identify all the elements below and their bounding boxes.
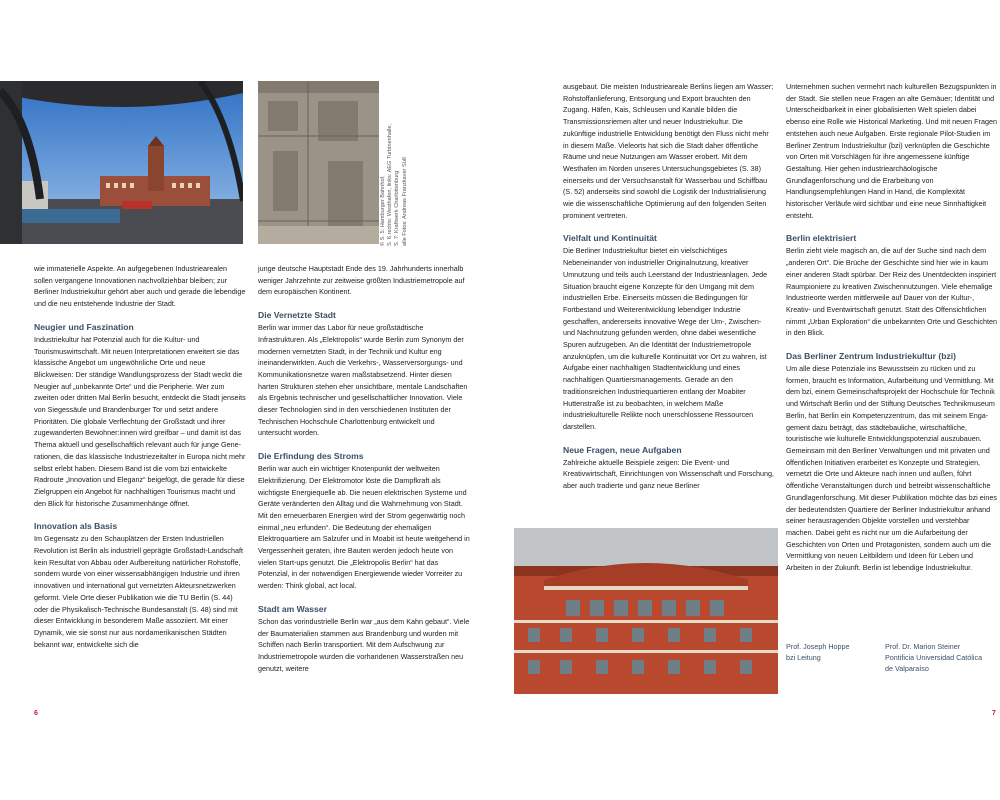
text-column-2 [258,263,470,674]
paragraph: Die Berliner Industriekultur bietet ein vielschichtiges Nebeneinander von industrieller Originalnutzung, kreativer Umnutzung und teils auch Leerstand der Industrieanlagen. Jede Situation braucht eigene Konzepte für den Umgang mit dem industriellen Erbe. Einerseits müssen die Bedingungen für Fortbestand und Weiterentwicklung lebendiger Industrie geschaffen, andererseits innovative Wege der Um-, Zwischen- und Nachnutzung gefunden werden, ohne dabei wesentliche Spuren aufzugeben. An die Identität der Industriemetropole anzuknüpfen, um die kulturelle Kontinuität vor Ort zu wahren, ist Aufgabe einer nachhaltigen Stadtentwicklung und eines nachhaltigen Quartiersmanagements. Gerade an den traditionsreichen Industriequartieren entlang der Moabiter Huttenstraße ist zu beobachten, in welchem Maße industriekulturelle Relikte noch unerschlossene Ressourcen darstellen. [563,246,768,431]
paragraph: Zahlreiche aktuelle Beispiele zeigen: Die Event- und Kreativwirtschaft, Einrichtungen von Wissenschaft und Forschung, aber auch tradierte und ganz neue Berliner [563,457,774,491]
paragraph: wie immaterielle Aspekte. An aufgegebenen Industriearealen sollen vergangene Innovationen nachvollziehbar bleiben; zur Berliner Industriekultur gehört aber auch und gerade die lebendige und die neu entstehende Industrie der Stadt. [34,264,246,309]
page-number-right: 7 [992,710,996,717]
paragraph: Berlin war auch ein wichtiger Knotenpunkt der weltweiten Elektrifizierung. Der Elektromotor löste die Dampfkraft als wichtigste Energiequelle ab. Die neuen elektrischen Systeme und Geräte veränderten den Alltag und die Wahrnehmung von Stadt. Mit den erneuerbaren Energien wird der Strom gegenwärtig noch einmal „neu erfunden“. Die Bedeutung der ehemaligen Elektroquartiere am Salzufer und in Moabit ist heute weitgehend in Vergessenheit geraten, ihre Bauten werden jedoch heute von vielen Start-ups genutzt. Die „Elektropolis Berlin“ hat das Potenzial, in der notwendigen Energiewende wieder Vorreiter zu werden: Think global, act local. [258,464,470,591]
section-heading: Innovation als Basis [34,521,118,532]
paragraph: Schon das vorindustrielle Berlin war „aus dem Kahn gebaut“. Viele der Baumaterialien stammen aus Brandenburg und wurden mit Schiffen nach Berlin transportiert. Mit dem Aufschwung zur Industriemetropole wurden die vorhandenen Wasserstraßen neu genutzt, weitere [258,616,470,673]
page-number-left: 6 [34,710,38,717]
author-role: bzi Leitung [786,653,821,662]
paragraph: junge deutsche Hauptstadt Ende des 19. Jahrhunderts innerhalb weniger Jahrzehnte zur zeitweise größten Industriemetropole auf dem europäischen Kontinent. [258,264,465,297]
paragraph: Berlin zieht viele magisch an, die auf der Suche sind nach dem „anderen Ort“. Die Brüche der Geschichte sind hier wie in kaum einer anderen Stadt spürbar. Der Reiz des Unentdeckten inspiriert Raumpioniere zu kreativen Zwischennutzungen. Viele ehemalige Industrieorte werden mittlerweile auf Dauer von der Kultur-, Kreativ- und Eventwirtschaft genutzt. Statt des Offensichtlichen nimmt „Urban Exploration“ die unbekannten Orte und Geschichten in den Blick. [786,246,997,338]
section-heading: Die Erfindung des Stroms [258,451,364,462]
paragraph: Im Gegensatz zu den Schauplätzen der Ersten Industriellen Revolution ist Berlin als industriell geprägte Großstadt-Landschaft kein Resultat von Abbau oder Aufbereitung natürlicher Rohstoffe, sondern wurde von einer wissensabhängigen Industrie und ihren innovativen und international gut vernetzten Akteursnetzwerken geformt. Viele Orte dieser Publikation wie die TU Berlin (S. 44) oder die Physikalisch-Technische Bundesanstalt (S. 48) sind mit dieser Entwicklung in besonderem Maße assoziiert. Mit einer Dynamik, wie sie sonst nur aus nordamerikanischen Städten bekannt war, entwickelte sich die [34,534,243,649]
paragraph: Industriekultur hat Potenzial auch für die Kultur- und Tourismuswirtschaft. Mit neuen Interpretationen erweitert sie das klassische Angebot um ungewöhnliche Orte und neue Blickweisen: Der ständige Wandlungsprozess der Stadt weckt die Neugier auf „unbekannte Orte“ und die Peripherie. Wer zum zweiten oder dritten Mal Berlin besucht, entdeckt die Stadt jenseits von Siegessäule und Brandenburger Tor und setzt andere Prioritäten. Die globale Verflechtung der Großstadt und ihrer zugewanderten Bewohner:innen wird greifbar – und damit ist das Thema aktuell und gesellschaftlich relevant auch für junge Generationen, die das klassische Industriezeitalter in Europa nicht mehr selbst erlebt haben. Diesem Band ist die vom bzi entwickelte Radroute „Innovation und Eleganz“ beigefügt, die gerade für diese Zielgruppen ein Angebot für nachhaltigen Tourismus macht und den Blick für historische Zusammenhänge öffnet. [34,334,246,508]
paragraph: ausgebaut. Die meisten Industrieareale Berlins liegen am Wasser; Rohstoffanlieferung, Entsorgung und Export brauchten den Zugang. Häfen, Kais, Schleusen und Kanäle bilden die Transmissionsriemen alter und neuer Industriekultur. Die zukünftige industrielle Entwicklung benötigt den Fluss nicht mehr in diesem Maße. Vieleorts hat sich die Stadt daher öffentliche Räume und neue Nutzungen am Wasser erobert. Mit dem Westhafen im Norden unseres Untersuchungsgebietes (S. 38) einerseits und der Versuchsanstalt für Wasserbau und Schiffbau (S. 52) anderseits sind sowohl die Logistik der Industrialisierung wie die wissenschaftliche Optimierung auf den folgenden Seiten prominent vertreten. [563,82,774,220]
author-role: Pontificia Universidad Católica [885,653,983,662]
turbinenhalle-photo [514,528,778,694]
paragraph: Um alle diese Potenziale ins Bewusstsein zu rücken und zu formen, braucht es Information, Aufarbeitung und Vermittlung. Mit dem bzi, einem Gemeinschaftsprojekt der Hochschule für Technik und Wirtschaft Berlin und der Stiftung Deutsches Technikmuseum Berlin, hat Berlin ein Kompetenzzentrum, das mit seinem Engagement dazu beträgt, das städtebauliche, wirtschaftliche, touristische wie kulturelle Entwicklungspotenzial auszubauen. Gemeinsam mit den Berliner Verwaltungen und mit privaten und öffentlichen Initiativen erarbeitet es Konzepte und Strategien, vernetzt die Orte und Akteure nach innen und außen, führt öffentliche Veranstaltungen durch und betreibt wissenschaftliche Grundlagenforschung. Mit dieser Publikation möchte das bzi eines der bedeutendsten Quartiere der Berliner Industriekultur anhand seiner herausragenden Objekte vorstellen und verstehbar machen. Dabei geht es nicht nur um die Aufarbeitung der Geschichten von Orten und Protagonisten, sondern auch um die Vermittlung von neuen Leitbildern und Ideen für Leben und Arbeiten in der Zukunft. Berlin ist lebendige Industriekultur. [786,364,997,573]
photo-credits-caption: © S. 5: Hamburger Bahnhof, S. 6 rechts: Westhafen, links: AEG Turbinenhalle, S. 7: Kraftwerk Charlottenburg alle Fotos: Andreas Franzkaver Süß [380,123,408,246]
section-heading: Neue Fragen, neue Aufgaben [563,444,682,455]
paragraph: Unternehmen suchen vermehrt nach kulturellen Bezugspunkten in der Stadt. Sie stellen neue Fragen an alte Gemäuer; Identität und Unterscheidbarkeit in einer globalisierten Welt spielen dabei ebenso eine Rolle wie Historical Marketing. Und mit neuen Fragen entstehen auch neue Aufgaben. Erste regionale Pilot-Studien im Berliner Zentrum Industriekultur (bzi) verknüpfen die Geschichte von Orten mit Vorschlägen für ihre angemessene künftige Gestaltung. Hier gehen industriearchäologische Grundlagenforschung und die Erarbeitung von Handlungsempfehlungen Hand in Hand, die Komplexität historischer Verläufe wird sichtbar und eine neue Sinnhaftigkeit entsteht. [786,82,997,220]
paragraph: Berlin war immer das Labor für neue großstädtische Infrastrukturen. Als „Elektropolis“ wurde Berlin zum Synonym der modernen vernetzten Stadt, in der Technik und Kultur eng ineinanderwirkten. Auch die Verkehrs-, Wasserversorgungs- und Kommunikationsnetze waren maßstabsetzend. Hinter diesen harten Strukturen stehen eher unsichtbare, mentale Landschaften als Ergebnis technischer und gesellschaftlicher Innovation. Viele dieser Technologien sind in den verschiedenen Instituten der Technischen Hochschule Charlottenburg entwickelt und untersucht worden. [258,323,468,438]
westhafen-photo [0,81,243,244]
text-column-3 [563,81,775,492]
section-heading: Stadt am Wasser [258,603,327,614]
author-name: Prof. Joseph Hoppe [786,642,850,651]
section-heading: Das Berliner Zentrum Industriekultur (bzi) [786,351,956,362]
text-column-1 [34,263,246,650]
section-heading: Vielfalt und Kontinuität [563,233,657,244]
author-role: de Valparaíso [885,664,929,673]
section-heading: Die Vernetzte Stadt [258,310,336,321]
text-column-4 [786,81,998,574]
kraftwerk-photo [258,81,379,244]
section-heading: Neugier und Faszination [34,321,134,332]
signature-hoppe [786,641,850,663]
section-heading: Berlin elektrisiert [786,233,857,244]
signature-steiner [885,641,982,674]
author-name: Prof. Dr. Marion Steiner [885,642,961,651]
